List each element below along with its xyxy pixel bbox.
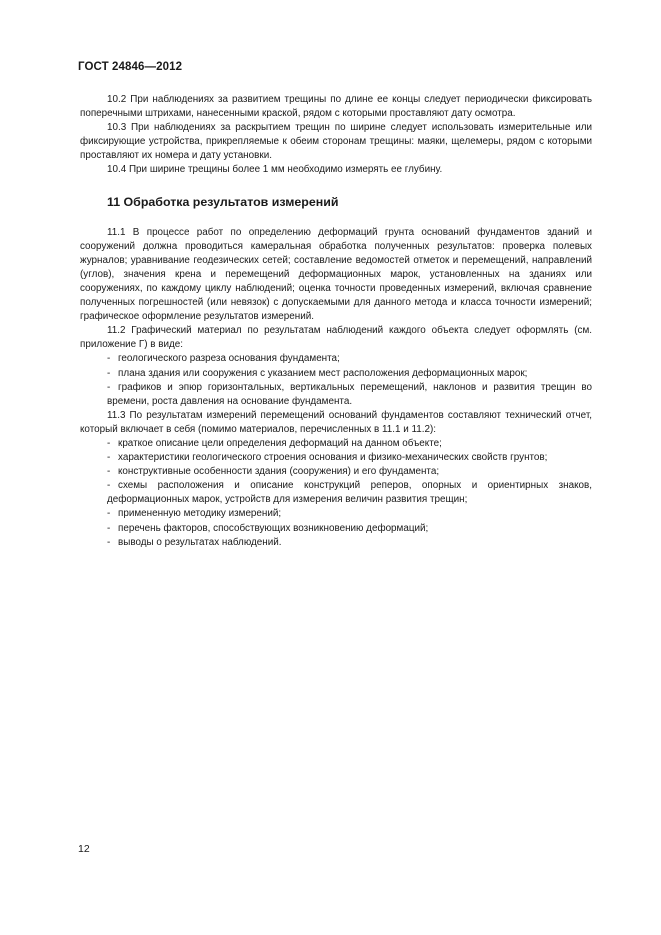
document-header: ГОСТ 24846—2012 [78, 61, 183, 73]
paragraph-11-3: 11.3 По результатам измерений перемещений оснований фундаментов составляют технический отчет, который включает в себя (помимо материалов, перечисленных в 11.1 и 11.2): [80, 409, 592, 435]
list-item-text: геологического разреза основания фундамента; [118, 353, 340, 365]
list-item-text: выводы о результатах наблюдений. [118, 536, 282, 548]
list-dash: - [107, 367, 111, 379]
list-dash: - [107, 466, 111, 478]
list-item [80, 536, 592, 550]
list-item-text: перечень факторов, способствующих возникновению деформаций; [118, 522, 429, 534]
list-dash: - [107, 480, 111, 492]
paragraph-11-2: 11.2 Графический материал по результатам наблюдений каждого объекта следует оформлять (см. приложение Г) в виде: [80, 325, 592, 351]
paragraph-10-4: 10.4 При ширине трещины более 1 мм необходимо измерять ее глубину. [107, 164, 443, 176]
list-item-text: плана здания или сооружения с указанием мест расположения деформационных марок; [118, 367, 528, 379]
list-item-text: графиков и эпюр горизонтальных, вертикальных перемещений, наклонов и развития трещин во времени, роста давления на основание фундамента. [107, 381, 592, 407]
list-item-text: конструктивные особенности здания (сооружения) и его фундамента; [118, 466, 440, 478]
list-item [80, 465, 592, 479]
document-body [80, 93, 592, 550]
list-item [80, 507, 592, 521]
list-dash: - [107, 452, 111, 464]
list-dash: - [107, 536, 111, 548]
list-dash: - [107, 437, 111, 449]
page-number: 12 [78, 843, 90, 855]
list-dash: - [107, 381, 111, 393]
list-item [80, 352, 592, 366]
list-item [80, 451, 592, 465]
paragraph-11-1: 11.1 В процессе работ по определению деформаций грунта оснований фундаментов зданий и сооружений должна проводиться камеральная обработка полученных результатов: проверка полевых журналов; уравнивание геодезических сетей; составление ведомостей отметок и перемещений, направлений (углов), значения крена и перемещений деформационных марок, установленных на зданиях или сооружениях, по каждому циклу наблюдений; оценка точности проведенных измерений, включая сравнение полученных погрешностей (или невязок) с допускаемыми для данного метода и класса точности измерений; графическое оформление результатов измерений. [80, 226, 592, 323]
list-item-text: характеристики геологического строения основания и физико-механических свойств грунтов; [118, 452, 548, 464]
list-dash: - [107, 353, 111, 365]
list-item [80, 479, 592, 507]
paragraph-10-2: 10.2 При наблюдениях за развитием трещины по длине ее концы следует периодически фиксировать поперечными штрихами, нанесенными краской, рядом с которыми проставляют дату осмотра. [80, 94, 592, 120]
list-item-text: примененную методику измерений; [118, 508, 282, 520]
list-item-text: краткое описание цели определения деформаций на данном объекте; [118, 437, 442, 449]
section-heading: 11 Обработка результатов измерений [107, 194, 339, 209]
list-item-text: схемы расположения и описание конструкций реперов, опорных и ориентирных знаков, деформационных марок, устройств для измерения величин развития трещин; [107, 480, 592, 506]
list-item [80, 522, 592, 536]
paragraph-10-3: 10.3 При наблюдениях за раскрытием трещин по ширине следует использовать измерительные или фиксирующие устройства, прикрепляемые к обеим сторонам трещины: маяки, щелемеры, рядом с которыми проставляют их номера и дату установки. [80, 122, 592, 162]
list-item [80, 381, 592, 409]
list-item [80, 367, 592, 381]
list-dash: - [107, 522, 111, 534]
list-item [80, 437, 592, 451]
list-dash: - [107, 508, 111, 520]
